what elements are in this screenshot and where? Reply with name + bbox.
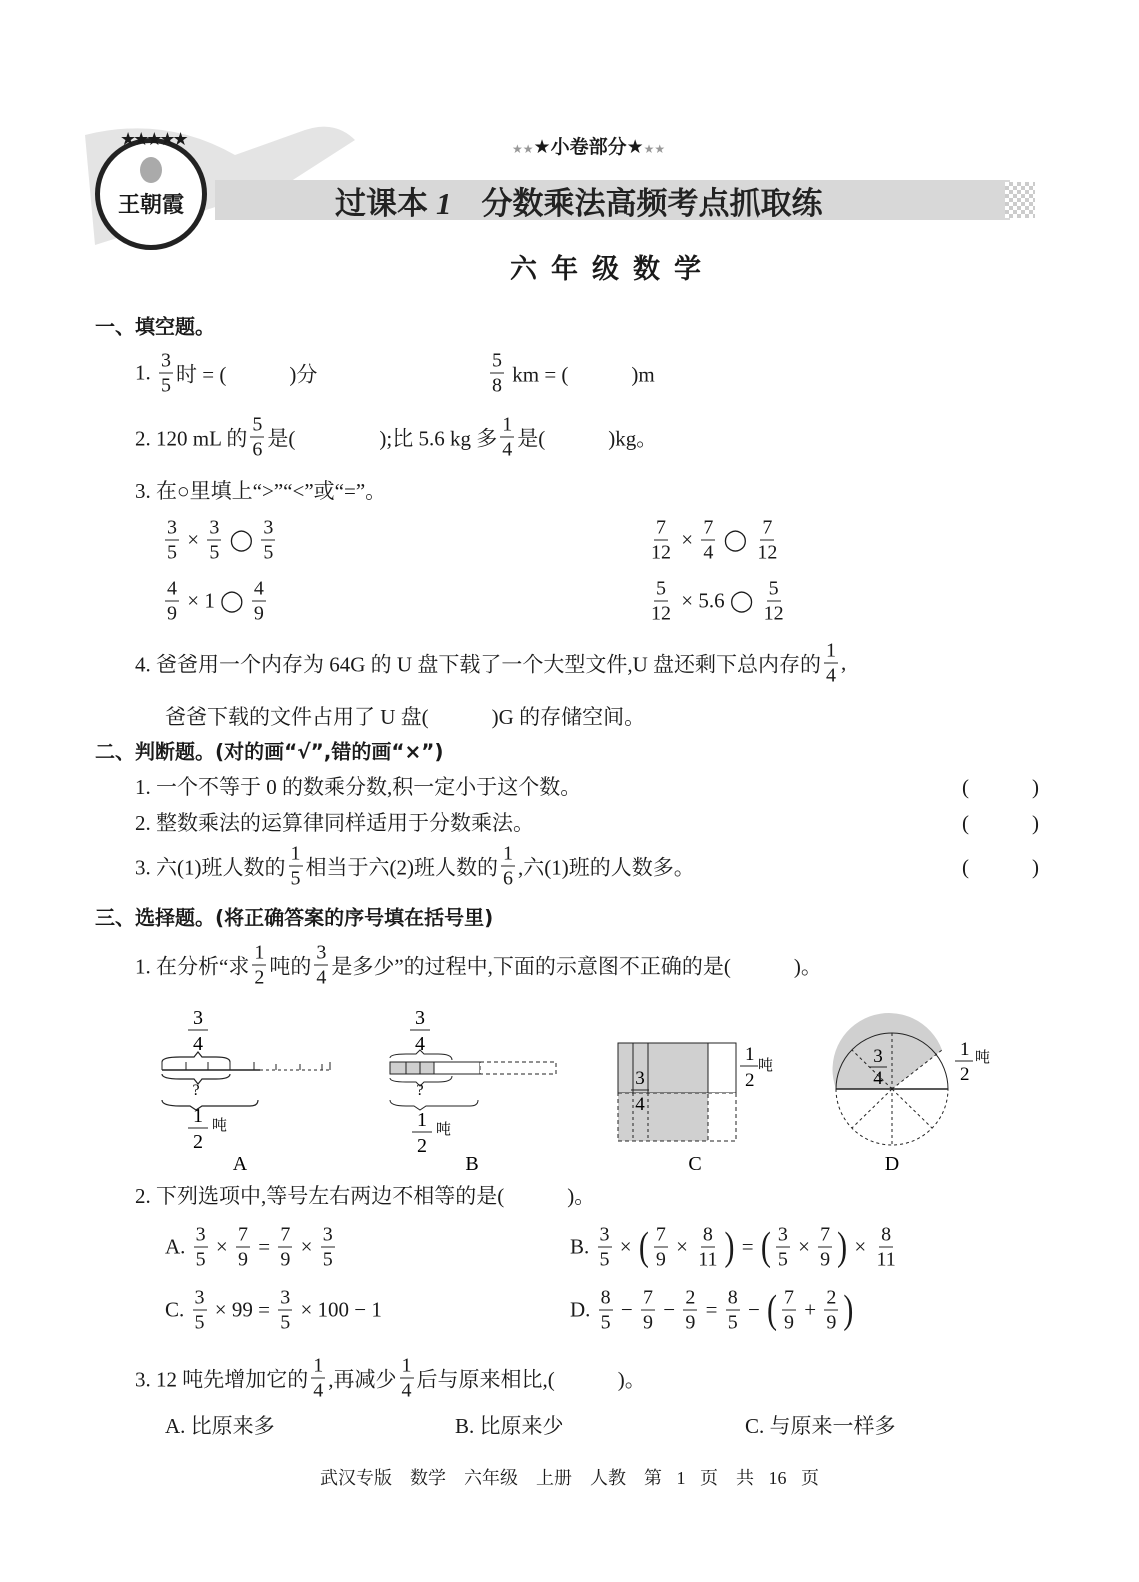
numerator: 7: [784, 1286, 795, 1309]
fraction: [207, 518, 221, 563]
text-segment: × 99 =: [209, 1297, 276, 1322]
fraction: [599, 1288, 613, 1333]
section-choice: 三、选择题。(将正确答案的序号填在括号里): [95, 905, 494, 930]
numerator: 5: [768, 577, 779, 600]
text-segment: 时 = ( )分: [176, 362, 318, 386]
fraction: [649, 579, 673, 624]
fraction: [252, 579, 266, 624]
numerator: 3: [599, 1223, 610, 1246]
denominator: 11: [876, 1248, 896, 1271]
denominator: 5: [599, 1248, 610, 1271]
text-segment: 1. 一个不等于 0 的数乘分数,积一定小于这个数。: [135, 775, 582, 799]
parenthesis: ): [843, 1287, 854, 1332]
numerator: 7: [655, 1223, 666, 1246]
page-footer: 武汉专版 数学 六年级 上册 人教 第 1 页 共 16 页: [320, 1468, 819, 1488]
svg-text:3: 3: [193, 1007, 203, 1029]
denominator: 12: [757, 541, 778, 564]
fraction: [500, 415, 514, 460]
svg-text:C: C: [688, 1153, 702, 1175]
option-b: [570, 1225, 901, 1270]
diagram-d: [833, 1013, 990, 1175]
text-segment: +: [799, 1297, 822, 1322]
answer-paren: ( ): [962, 811, 1039, 835]
denominator: 6: [503, 867, 513, 890]
denominator: 5: [161, 374, 171, 397]
text-segment: ×: [676, 527, 699, 552]
svg-text:吨: 吨: [975, 1050, 991, 1066]
numerator: 4: [253, 577, 264, 600]
parenthesis: ): [724, 1224, 735, 1269]
denominator: 9: [167, 602, 177, 625]
svg-text:4: 4: [635, 1094, 645, 1115]
fraction: [598, 1225, 612, 1270]
checker-decoration: [1005, 182, 1035, 218]
text-segment: ◯: [224, 527, 259, 552]
text-segment: 是多少”的过程中,下面的示意图不正确的是( )。: [331, 954, 822, 978]
text-segment: 3. 12 吨先增加它的: [135, 1367, 309, 1391]
compare-item: [162, 518, 278, 563]
answer-paren: ( ): [962, 775, 1039, 799]
fraction: [400, 1356, 414, 1401]
svg-text:1: 1: [745, 1044, 755, 1065]
diagram-c: [618, 1043, 773, 1175]
svg-text:D: D: [884, 1153, 900, 1175]
text-segment: km = ( )m: [507, 362, 655, 386]
numerator: 8: [600, 1286, 611, 1309]
fraction: [654, 1225, 668, 1270]
denominator: 6: [252, 438, 263, 461]
question-1-3: [135, 475, 386, 505]
text-segment: ,: [841, 650, 847, 675]
svg-text:?: ?: [416, 1082, 424, 1099]
option-d: [570, 1288, 855, 1333]
numerator: 5: [492, 349, 502, 372]
numerator: 3: [209, 516, 220, 539]
parenthesis: (: [760, 1224, 771, 1269]
section-true-false: 二、判断题。(对的画“√”,错的画“×”): [95, 739, 444, 764]
text-segment: C. 与原来一样多: [745, 1414, 896, 1438]
numerator: 8: [881, 1223, 892, 1246]
denominator: 4: [703, 541, 714, 564]
svg-text:吨: 吨: [758, 1058, 774, 1074]
text-segment: 是( )kg。: [517, 426, 658, 450]
text-segment: ×: [792, 1234, 816, 1259]
fraction: [278, 1225, 292, 1270]
denominator: 9: [685, 1311, 696, 1334]
parenthesis: (: [638, 1224, 649, 1269]
numerator: 3: [322, 1223, 333, 1246]
numerator: 1: [503, 842, 513, 865]
text-segment: ×: [670, 1234, 694, 1259]
option-b: [455, 1410, 564, 1440]
numerator: 3: [777, 1223, 788, 1246]
svg-text:3: 3: [635, 1068, 645, 1089]
denominator: 4: [826, 664, 836, 687]
fraction: [696, 1225, 719, 1270]
fraction: [252, 943, 266, 988]
denominator: 9: [784, 1311, 795, 1334]
fraction: [641, 1288, 655, 1333]
fraction: [782, 1288, 796, 1333]
denominator: 9: [280, 1248, 291, 1271]
text-segment: ×: [182, 527, 205, 552]
section-fill-blank: 一、填空题。: [95, 314, 215, 339]
fraction: [236, 1225, 250, 1270]
numerator: 1: [313, 1354, 324, 1377]
numerator: 3: [161, 349, 171, 372]
fraction: [321, 1225, 335, 1270]
question-2-3: [135, 844, 695, 889]
svg-text:3: 3: [415, 1007, 425, 1029]
numerator: 1: [826, 639, 836, 662]
numerator: 3: [316, 941, 327, 964]
question-2-2: [135, 807, 534, 837]
numerator: 4: [167, 577, 177, 600]
numerator: 7: [762, 516, 773, 539]
page-title: 过课本 1 分数乘法高频考点抓取练: [335, 186, 823, 222]
text-segment: −: [658, 1297, 681, 1322]
denominator: 8: [492, 374, 502, 397]
svg-text:?: ?: [192, 1082, 200, 1099]
denominator: 5: [322, 1248, 333, 1271]
text-segment: ×: [295, 1234, 318, 1259]
svg-text:1: 1: [960, 1039, 970, 1060]
text-segment: 相当于六(2)班人数的: [305, 855, 498, 879]
question-3-3: [135, 1356, 646, 1401]
text-segment: ◯: [718, 527, 753, 552]
fraction: [490, 351, 504, 396]
diagrams-figure: [150, 1000, 1030, 1180]
text-segment: 2. 整数乘法的运算律同样适用于分数乘法。: [135, 811, 534, 835]
denominator: 5: [167, 541, 177, 564]
fraction: [762, 579, 786, 624]
denominator: 12: [763, 602, 784, 625]
question-1-4: [135, 641, 846, 686]
numerator: 1: [401, 1354, 412, 1377]
svg-text:A: A: [232, 1153, 248, 1175]
fraction: [776, 1225, 790, 1270]
fraction: [165, 518, 179, 563]
text-segment: 4. 爸爸用一个内存为 64G 的 U 盘下载了一个大型文件,U 盘还剩下总内存的: [135, 652, 821, 676]
option-c: [165, 1288, 382, 1333]
fraction: [194, 1225, 208, 1270]
question-1-2: [135, 415, 657, 460]
text-segment: =: [253, 1234, 276, 1259]
numerator: 7: [643, 1286, 654, 1309]
text-segment: 3. 六(1)班人数的: [135, 855, 286, 879]
fraction: [314, 943, 328, 988]
denominator: 9: [820, 1248, 831, 1271]
denominator: 9: [253, 602, 264, 625]
numerator: 7: [238, 1223, 249, 1246]
question-3-2: [135, 1180, 595, 1210]
fraction: [701, 518, 715, 563]
numerator: 1: [502, 413, 513, 436]
fraction: [159, 351, 173, 396]
text-segment: 吨的: [269, 954, 312, 978]
fraction: [824, 1288, 838, 1333]
svg-text:吨: 吨: [212, 1118, 228, 1134]
text-segment: × 100 − 1: [295, 1297, 382, 1322]
text-segment: 爸爸下载的文件占用了 U 盘( )G 的存储空间。: [165, 705, 646, 729]
fraction: [311, 1356, 325, 1401]
numerator: 5: [252, 413, 263, 436]
text-segment: 2. 下列选项中,等号左右两边不相等的是( )。: [135, 1184, 596, 1208]
denominator: 4: [502, 438, 513, 461]
numerator: 3: [194, 1286, 205, 1309]
option-a: [165, 1225, 338, 1270]
numerator: 1: [290, 842, 301, 865]
subject-heading: 六年级数学: [510, 254, 715, 285]
text-segment: 2. 120 mL 的: [135, 426, 248, 450]
denominator: 5: [777, 1248, 788, 1271]
fraction: [818, 1225, 832, 1270]
numerator: 3: [263, 516, 274, 539]
text-segment: 3. 在○里填上“>”“<”或“=”。: [135, 479, 387, 503]
text-segment: 1.: [135, 360, 156, 385]
text-segment: D.: [570, 1297, 596, 1322]
numerator: 5: [656, 577, 666, 600]
section-tag: ★★★小卷部分★★★: [512, 136, 666, 158]
fraction: [824, 641, 838, 686]
svg-text:4: 4: [193, 1033, 203, 1055]
question-1-4-cont: [165, 701, 645, 731]
diagram-b: [390, 1007, 556, 1175]
numerator: 7: [280, 1223, 291, 1246]
svg-text:2: 2: [193, 1131, 203, 1153]
denominator: 5: [727, 1311, 738, 1334]
text-segment: × 1 ◯: [182, 588, 249, 613]
svg-text:B: B: [465, 1153, 479, 1175]
fraction: [683, 1288, 697, 1333]
option-a: [165, 1410, 275, 1440]
numerator: 7: [820, 1223, 831, 1246]
text-segment: −: [742, 1297, 766, 1322]
numerator: 3: [167, 516, 177, 539]
text-segment: A. 比原来多: [165, 1414, 275, 1438]
fraction: [649, 518, 673, 563]
numerator: 2: [685, 1286, 696, 1309]
compare-item: [162, 579, 269, 624]
text-segment: B.: [570, 1234, 595, 1259]
option-c: [745, 1410, 896, 1440]
denominator: 5: [290, 867, 301, 890]
text-segment: C.: [165, 1297, 190, 1322]
text-segment: ×: [210, 1234, 234, 1259]
svg-text:2: 2: [745, 1070, 755, 1091]
fraction: [501, 844, 515, 889]
denominator: 9: [238, 1248, 249, 1271]
numerator: 3: [195, 1223, 206, 1246]
answer-paren: ( ): [962, 855, 1039, 879]
numerator: 7: [703, 516, 714, 539]
numerator: 7: [656, 516, 666, 539]
svg-text:2: 2: [417, 1135, 427, 1157]
svg-text:3: 3: [873, 1046, 883, 1067]
text-segment: ×: [849, 1234, 872, 1259]
fraction: [250, 415, 264, 460]
svg-text:4: 4: [415, 1033, 425, 1055]
numerator: 1: [254, 941, 265, 964]
denominator: 5: [209, 541, 220, 564]
denominator: 11: [698, 1248, 718, 1271]
fraction: [755, 518, 779, 563]
text-segment: 后与原来相比,( )。: [416, 1367, 646, 1391]
fraction: [278, 1288, 292, 1333]
denominator: 5: [280, 1311, 291, 1334]
parenthesis: ): [837, 1224, 848, 1269]
fraction: [875, 1225, 898, 1270]
text-segment: ,再减少: [328, 1367, 397, 1391]
numerator: 8: [727, 1286, 738, 1309]
numerator: 3: [280, 1286, 291, 1309]
denominator: 2: [254, 966, 265, 989]
diagram-a: [162, 1007, 330, 1175]
text-segment: B. 比原来少: [455, 1414, 564, 1438]
question-3-1: [135, 943, 822, 988]
denominator: 9: [655, 1248, 666, 1271]
text-segment: =: [736, 1234, 759, 1259]
svg-text:1: 1: [193, 1105, 203, 1127]
numerator: 8: [702, 1223, 713, 1246]
svg-text:吨: 吨: [436, 1122, 452, 1138]
fraction: [165, 579, 179, 624]
denominator: 12: [651, 541, 671, 564]
denominator: 4: [313, 1379, 324, 1402]
denominator: 4: [401, 1379, 412, 1402]
svg-text:2: 2: [960, 1064, 970, 1085]
parenthesis: (: [767, 1287, 778, 1332]
text-segment: −: [615, 1297, 639, 1322]
denominator: 5: [195, 1248, 206, 1271]
text-segment: ×: [614, 1234, 637, 1259]
fraction: [289, 844, 303, 889]
text-segment: × 5.6 ◯: [676, 588, 759, 613]
text-segment: A.: [165, 1234, 191, 1259]
question-1-1b: [487, 351, 655, 396]
denominator: 12: [651, 602, 671, 625]
logo: ★★★★★ 王朝霞: [95, 138, 207, 250]
svg-text:1: 1: [417, 1109, 427, 1131]
logo-text: 王朝霞: [117, 191, 184, 218]
question-1-1a: [135, 351, 317, 396]
denominator: 5: [600, 1311, 611, 1334]
denominator: 5: [263, 541, 274, 564]
question-2-1: [135, 771, 581, 801]
denominator: 5: [194, 1311, 205, 1334]
compare-item: [646, 518, 782, 563]
text-segment: 是( );比 5.6 kg 多: [267, 426, 498, 450]
denominator: 9: [826, 1311, 837, 1334]
numerator: 2: [826, 1286, 837, 1309]
fraction: [193, 1288, 207, 1333]
denominator: 4: [316, 966, 327, 989]
svg-text:4: 4: [873, 1068, 883, 1089]
text-segment: 1. 在分析“求: [135, 954, 250, 978]
denominator: 9: [643, 1311, 654, 1334]
text-segment: =: [700, 1297, 723, 1322]
text-segment: ,六(1)班的人数多。: [518, 855, 695, 879]
fraction: [726, 1288, 740, 1333]
compare-item: [646, 579, 789, 624]
fraction: [261, 518, 275, 563]
